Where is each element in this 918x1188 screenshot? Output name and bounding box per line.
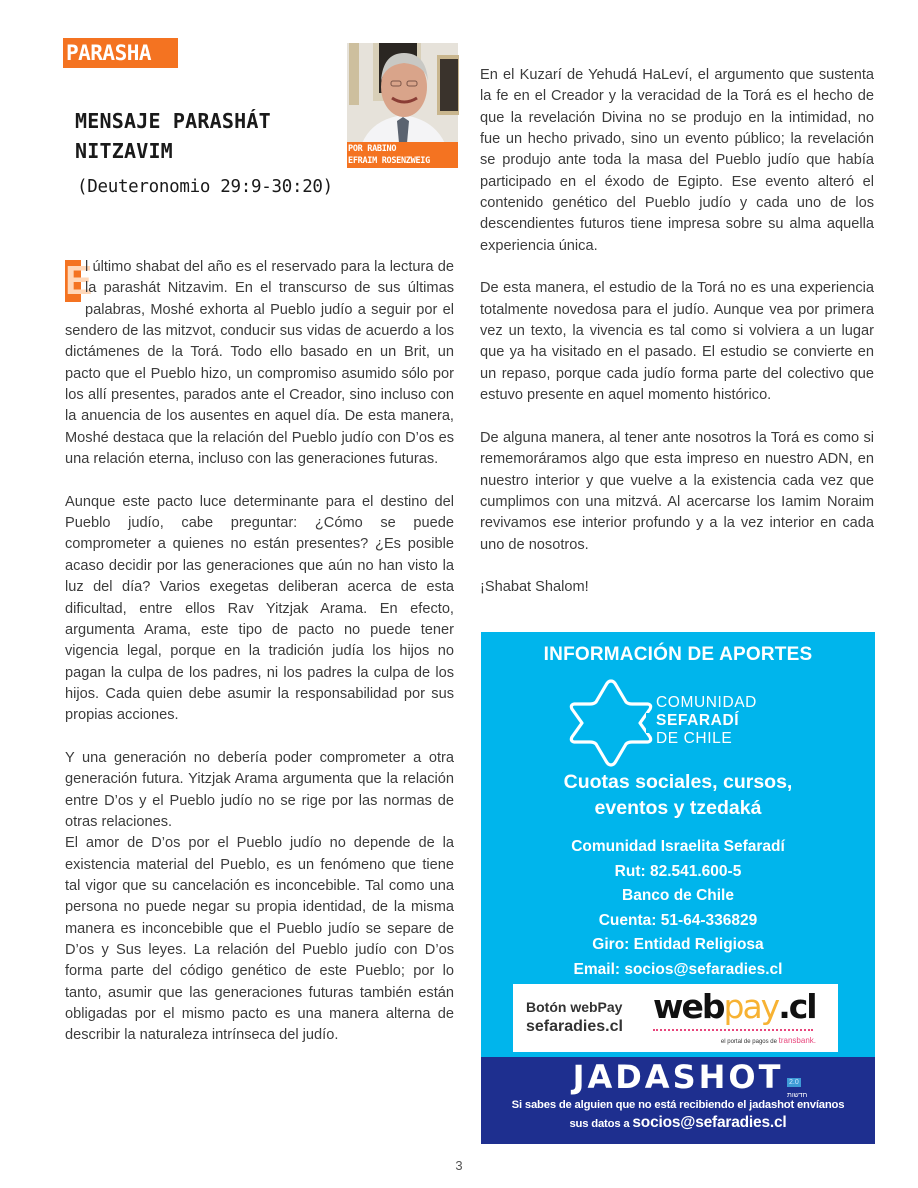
closing-greeting: ¡Shabat Shalom! xyxy=(480,579,589,596)
webpay-tagline-text: el portal de pagos de xyxy=(720,1039,777,1045)
detail-organization: Comunidad Israelita Sefaradí xyxy=(571,838,785,855)
jadashot-version-badge: 2.0 xyxy=(789,1079,799,1086)
logo-line-3: DE CHILE xyxy=(656,730,733,747)
detail-bank: Banco de Chile xyxy=(622,887,734,904)
webpay-logo-pay: pay xyxy=(723,987,779,1026)
cuotas-line-2: eventos y tzedaká xyxy=(594,797,762,819)
paragraph-text: l último shabat del año es el reservado para la lectura de la parashát Nitzavim. En el transcurso de sus últimas palabras, Moshé exhorta al Pueblo judío a seguir por el sendero de las mitzvot, conducir sus vidas de acuerdo a los dictámenes de la Torá. Todo ello basado en un Brit, un pacto que el Pueblo hizo, un compromiso asumido sólo por los allí presentes, parados ante el Creador, sino incluso con la anuencia de los ausentes en aquel día. De esta manera, Moshé destaca que la relación del Pueblo judío con D’os es una relación eterna, incluso con las generaciones futuras. xyxy=(65,259,454,468)
webpay-logo-cl: .cl xyxy=(778,987,816,1026)
page-number: 3 xyxy=(455,1158,463,1173)
article-title xyxy=(75,106,271,166)
webpay-label-line-2[interactable]: sefaradies.cl xyxy=(526,1018,623,1035)
logo-line-2: SEFARADÍ xyxy=(656,712,740,729)
article-paragraph: De esta manera, el estudio de la Torá no es una experiencia totalmente novedosa para el judío. Aunque vea por primera vez un texto, la vivencia es tal como si volviera a un lugar que ya ha visitado en el pasado. El estudio se convierte en un repaso, porque cada judío forma parte del colectivo que estuvo presente en aquel momento histórico. xyxy=(480,280,874,404)
detail-email[interactable]: Email: socios@sefaradies.cl xyxy=(573,960,783,978)
article-subtitle: (Deuteronomio 29:9-30:20) xyxy=(77,177,333,197)
article-paragraph: En el Kuzarí de Yehudá HaLeví, el argumento que sustenta la fe en el Creador y la veracidad de la Torá es el hecho de que la revelación Divina no se produjo en la intimidad, no fue un hecho privado, sino un evento público; la revelación se produjo ante toda la masa del Pueblo judío que había participado en el éxodo de Egipto. Ese evento alteró el contenido genético del Pueblo judío y cada uno de los descendientes futuros tiene impresa sobre su alma aquella experiencia única. xyxy=(480,67,874,254)
webpay-tagline xyxy=(721,1036,816,1047)
drop-cap: E xyxy=(65,257,93,303)
author-caption-line-1: POR RABINO xyxy=(348,144,397,154)
title-line-2: NITZAVIM xyxy=(75,139,173,163)
detail-giro: Giro: Entidad Religiosa xyxy=(592,936,764,953)
jadashot-message-line-1: Si sabes de alguien que no está recibiendo el jadashot envíanos xyxy=(511,1099,845,1111)
cuotas-heading xyxy=(481,769,875,821)
jadashot-hebrew: חדשות xyxy=(787,1092,808,1099)
article-column-left xyxy=(65,257,454,1068)
jadashot-message-line-2 xyxy=(481,1114,875,1133)
star-of-david-logo-icon xyxy=(568,677,654,769)
webpay-label-line-1: Botón webPay xyxy=(526,999,623,1015)
logo-line-1: COMUNIDAD xyxy=(656,694,757,711)
article-paragraph: El amor de D’os por el Pueblo judío no depende de la existencia material del Pueblo, es un fenómeno que tiene tal vigor que su cancelación es inconcebible. Tal como una persona no puede negar su propia identidad, de la misma manera es inconcebible que el Pueblo judío se separe de D’os y Sus leyes. La relación del Pueblo judío con D’os forma parte del código genético de este Pueblo; por lo tanto, asumir que las generaciones futuras también están obligadas por el mismo pacto es una manera alterna de describir la naturaleza intrínseca del judío. xyxy=(65,835,454,1044)
jadashot-message-prefix: sus datos a xyxy=(569,1118,633,1130)
article-paragraph: Aunque este pacto luce determinante para el destino del Pueblo judío, cabe preguntar: ¿Cómo se puede comprometer a quienes no están presentes? ¿Es posible acaso decidir por las generaciones que aún no han visto la luz del día? Varios exegetas deliberan acerca de esta dificultad, entre ellos Rav Yitzjak Arama. En efecto, argumenta Arama, este tipo de pacto no puede tener vigencia legal, porque en la tradición judía los hijos no pagan la culpa de los padres, ni los padres la culpa de los hijos. Cada quien debe asumir la responsabilidad por sus propias acciones. xyxy=(65,493,454,724)
title-line-1: MENSAJE PARASHÁT xyxy=(75,109,271,133)
author-caption-line-2: EFRAIM ROSENZWEIG xyxy=(348,156,430,166)
jadashot-side-marks xyxy=(787,1071,827,1100)
webpay-banner[interactable] xyxy=(513,984,838,1052)
transbank-brand: transbank. xyxy=(778,1036,816,1045)
jadashot-email[interactable]: socios@sefaradies.cl xyxy=(632,1114,787,1131)
bank-details xyxy=(481,835,875,982)
jadashot-title: JADASHOT xyxy=(572,1058,784,1096)
donation-info-box xyxy=(481,632,875,1057)
webpay-logo-web: web xyxy=(653,987,724,1026)
article-column-right xyxy=(480,65,874,620)
section-tag: PARASHA xyxy=(63,38,178,68)
webpay-dotted-divider xyxy=(653,1029,813,1031)
detail-rut: Rut: 82.541.600-5 xyxy=(614,862,742,880)
jadashot-message xyxy=(481,1097,875,1133)
webpay-label xyxy=(526,998,623,1036)
author-photo xyxy=(347,43,458,168)
jadashot-banner xyxy=(481,1057,875,1144)
community-logo-text xyxy=(656,694,757,748)
article-paragraph xyxy=(65,257,454,470)
webpay-logo xyxy=(653,988,816,1026)
cuotas-line-1: Cuotas sociales, cursos, xyxy=(563,771,793,793)
article-paragraph: Y una generación no debería poder comprometer a otra generación futura. Yitzjak Arama argumenta que la relación entre D’os y el Pueblo judío no se rige por las normas de otras relaciones. xyxy=(65,749,454,830)
info-box-title: INFORMACIÓN DE APORTES xyxy=(543,644,813,665)
article-paragraph: De alguna manera, al tener ante nosotros la Torá es como si rememoráramos algo que esta impreso en nuestro ADN, en nuestro interior y que vuelve a la existencia cada vez que cumplimos con una mitzvá. Al acercarse los Iamim Noraim revivamos ese interior profundo y a la vez interior en cada uno de nosotros. xyxy=(480,429,874,553)
author-caption xyxy=(347,142,458,168)
detail-account: Cuenta: 51-64-336829 xyxy=(598,911,758,929)
